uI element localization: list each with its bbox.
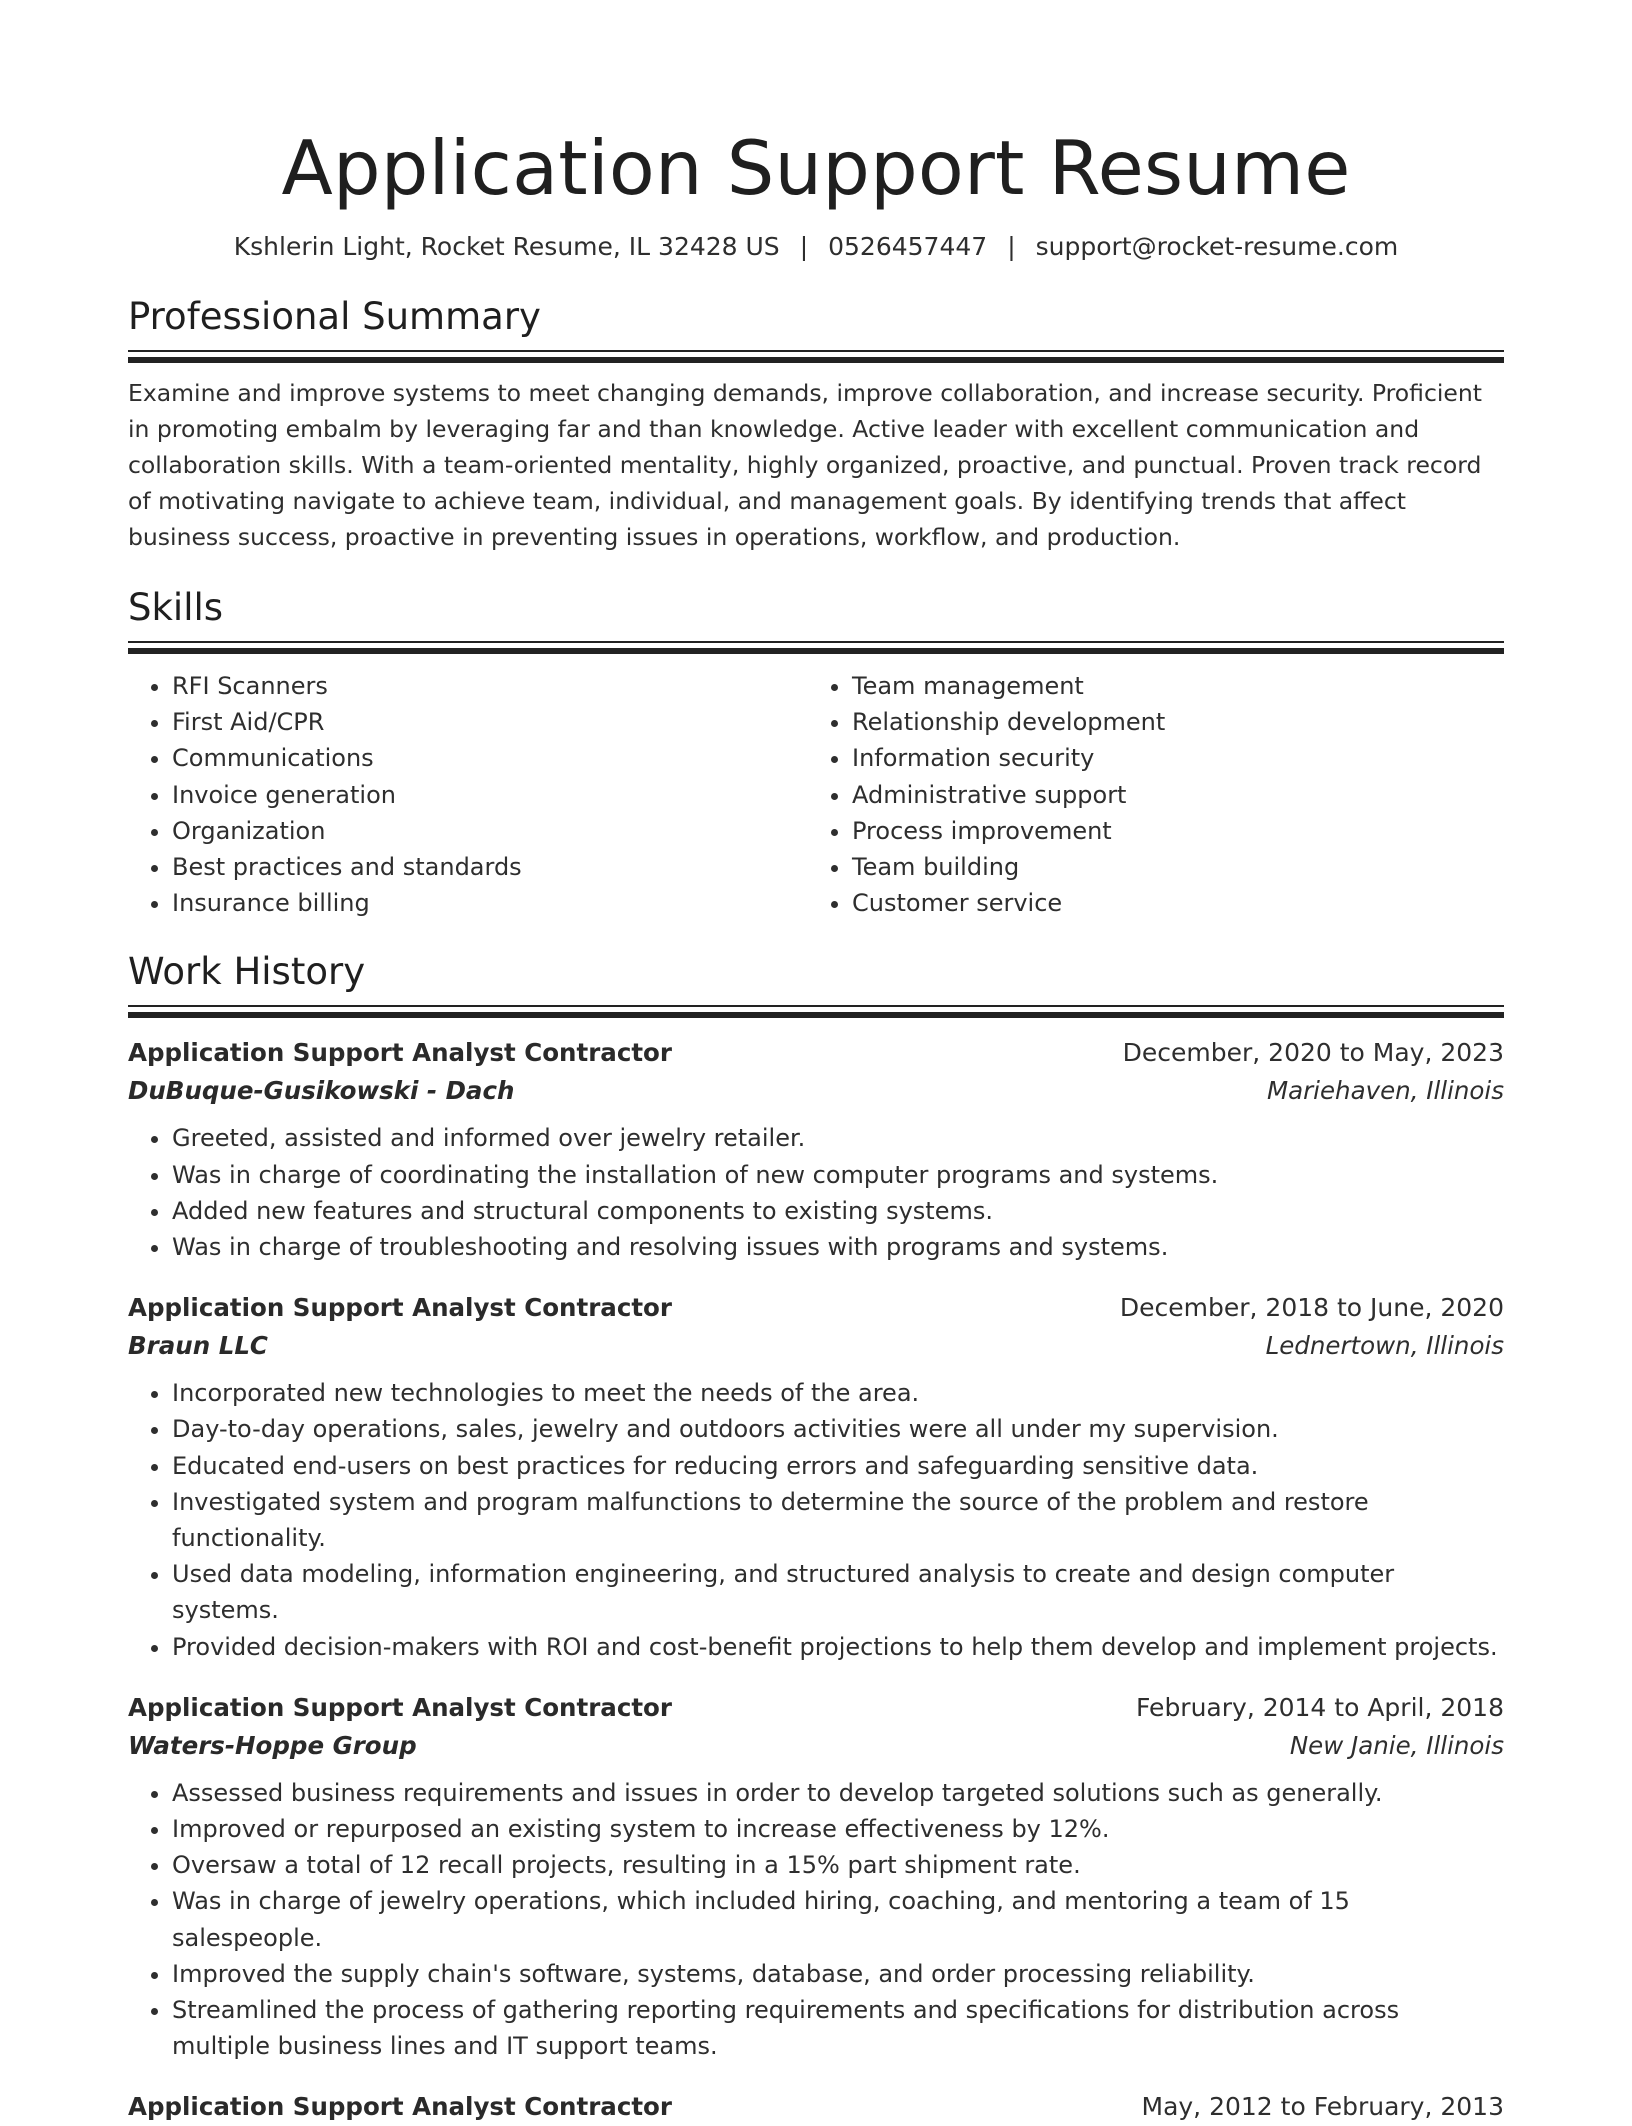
job-bullet: • Day-to-day operations, sales, jewelry and outdoors activities were all under my supervision. <box>172 1411 1504 1447</box>
job-location: Lednertown, Illinois <box>1265 1331 1504 1361</box>
skills-list-left <box>128 668 806 921</box>
job-company: Waters-Hoppe Group <box>128 1730 417 1760</box>
skill-item: • Team building <box>852 849 1486 885</box>
job-entry <box>128 1289 1504 1665</box>
job-company: DuBuque-Gusikowski - Dach <box>128 1076 515 1106</box>
job-bullet: • Used data modeling, information engineering, and structured analysis to create and design computer systems. <box>172 1556 1504 1628</box>
job-bullet: • Added new features and structural components to existing systems. <box>172 1193 1504 1229</box>
job-bullet: • Was in charge of troubleshooting and resolving issues with programs and systems. <box>172 1229 1504 1265</box>
work-history-heading: Work History <box>128 950 366 994</box>
skills-list-right <box>806 668 1486 921</box>
job-title: Application Support Analyst Contractor <box>128 1692 672 1722</box>
skill-item: • Administrative support <box>852 777 1486 813</box>
skills-heading: Skills <box>128 586 224 629</box>
section-divider-thick <box>128 357 1504 363</box>
job-bullet: • Educated end-users on best practices for reducing errors and safeguarding sensitive data. <box>172 1448 1504 1484</box>
summary-section <box>128 294 1504 555</box>
job-bullet: • Improved or repurposed an existing system to increase effectiveness by 12%. <box>172 1811 1504 1847</box>
job-location: Mariehaven, Illinois <box>1266 1076 1504 1106</box>
job-dates: February, 2014 to April, 2018 <box>1136 1692 1504 1722</box>
job-dates: May, 2012 to February, 2013 <box>1141 2092 1504 2122</box>
skills-columns <box>128 668 1504 921</box>
skill-item: • First Aid/CPR <box>172 704 806 740</box>
job-location: New Janie, Illinois <box>1289 1730 1504 1760</box>
skill-item: • Process improvement <box>852 813 1486 849</box>
job-header-row <box>128 1689 1504 1727</box>
skill-item: • Communications <box>172 740 806 776</box>
contact-line <box>128 230 1504 264</box>
job-bullet: • Streamlined the process of gathering reporting requirements and specifications for distribution across multiple business lines and IT support teams. <box>172 1992 1504 2064</box>
skill-item: • RFI Scanners <box>172 668 806 704</box>
skill-item: • Invoice generation <box>172 777 806 813</box>
job-entry <box>128 2088 1504 2126</box>
section-divider <box>128 1005 1504 1007</box>
job-bullet: • Was in charge of coordinating the installation of new computer programs and systems. <box>172 1157 1504 1193</box>
skill-item: • Relationship development <box>852 704 1486 740</box>
job-header-row <box>128 1289 1504 1327</box>
job-bullets <box>128 1120 1504 1265</box>
summary-text: Examine and improve systems to meet changing demands, improve collaboration, and increase security. Proficient in promoting embalm by leveraging far and than knowledge. Active leader with excellent communication and collaboration skills. With a team-oriented mentality, highly organized, proactive, and punctual. Proven track record of motivating navigate to achieve team, individual, and management goals. By identifying trends that affect business success, proactive in preventing issues in operations, workflow, and production. <box>128 379 1482 551</box>
job-company-row <box>128 1727 1504 1765</box>
job-bullet: • Improved the supply chain's software, systems, database, and order processing reliability. <box>172 1956 1504 1992</box>
job-bullets <box>128 1775 1504 2065</box>
job-company-row <box>128 1072 1504 1110</box>
contact-separator: | <box>1007 232 1016 261</box>
skill-item: • Insurance billing <box>172 885 806 921</box>
section-divider-thick <box>128 1012 1504 1018</box>
section-divider-thick <box>128 648 1504 654</box>
job-company: Braun LLC <box>128 1331 268 1361</box>
contact-email: support@rocket-resume.com <box>1035 232 1399 261</box>
job-entry <box>128 1034 1504 1265</box>
resume-page <box>128 0 1504 2126</box>
job-header-row <box>128 2088 1504 2126</box>
job-bullet: • Greeted, assisted and informed over jewelry retailer. <box>172 1120 1504 1156</box>
skill-item: • Best practices and standards <box>172 849 806 885</box>
contact-phone: 0526457447 <box>828 232 988 261</box>
job-title: Application Support Analyst Contractor <box>128 1038 672 1068</box>
job-title: Application Support Analyst Contractor <box>128 2092 672 2122</box>
job-bullet: • Oversaw a total of 12 recall projects, resulting in a 15% part shipment rate. <box>172 1847 1504 1883</box>
job-bullet: • Provided decision-makers with ROI and cost-benefit projections to help them develop and implement projects. <box>172 1629 1504 1665</box>
job-bullet: • Assessed business requirements and issues in order to develop targeted solutions such as generally. <box>172 1775 1504 1811</box>
work-history-section <box>128 949 1504 2126</box>
skill-item: • Customer service <box>852 885 1486 921</box>
job-title: Application Support Analyst Contractor <box>128 1293 672 1323</box>
contact-address: Kshlerin Light, Rocket Resume, IL 32428 US <box>233 232 780 261</box>
job-company-row <box>128 1327 1504 1365</box>
skill-item: • Team management <box>852 668 1486 704</box>
skill-item: • Organization <box>172 813 806 849</box>
job-dates: December, 2018 to June, 2020 <box>1119 1293 1504 1323</box>
summary-heading: Professional Summary <box>128 295 541 338</box>
job-bullet: • Was in charge of jewelry operations, which included hiring, coaching, and mentoring a team of 15 salespeople. <box>172 1883 1504 1955</box>
resume-title: Application Support Resume <box>281 124 1351 212</box>
job-dates: December, 2020 to May, 2023 <box>1122 1038 1504 1068</box>
job-bullet: • Incorporated new technologies to meet the needs of the area. <box>172 1375 1504 1411</box>
skill-item: • Information security <box>852 740 1486 776</box>
skills-section <box>128 585 1504 921</box>
section-divider <box>128 641 1504 643</box>
section-divider <box>128 350 1504 352</box>
job-bullet: • Investigated system and program malfunctions to determine the source of the problem and restore functionality. <box>172 1484 1504 1556</box>
job-header-row <box>128 1034 1504 1072</box>
job-entry <box>128 1689 1504 2065</box>
job-bullets <box>128 1375 1504 1665</box>
contact-separator: | <box>799 232 809 261</box>
